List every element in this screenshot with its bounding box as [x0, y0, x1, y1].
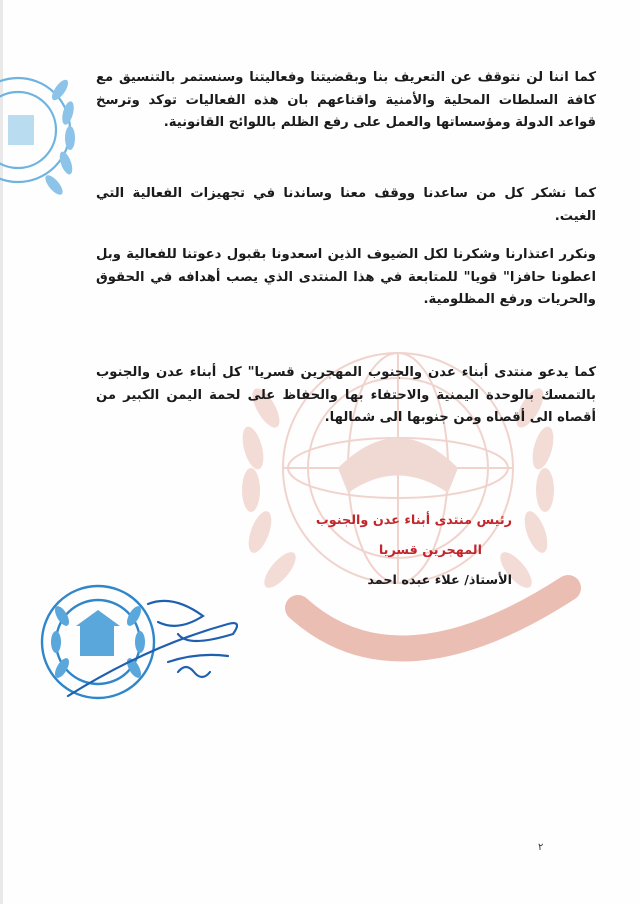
signatory-name: الأستاذ/ علاء عبده احمد — [367, 573, 512, 588]
organization-stamp-icon — [28, 576, 258, 710]
signature-subtitle: المهجرين قسريا — [378, 543, 482, 558]
signature-title: رئيس منتدى أبناء عدن والجنوب — [315, 513, 512, 528]
paragraph-3: ونكرر اعتذارنا وشكرنا لكل الضيوف الذين اسعدونا بقبول دعوتنا للفعالية وبل اعطونا حافزا" قويا" للمتابعة في هذا المنتدى الذي يصب أهدافه في الحقوق والحريات ورفع المظلومية. — [96, 247, 596, 307]
paragraph-2: كما نشكر كل من ساعدنا ووقف معنا وساندنا في تجهيزات الفعالية التي الغيت. — [96, 186, 596, 224]
paragraph-4: كما يدعو منتدى أبناء عدن والجنوب المهجرين قسريا" كل أبناء عدن والجنوب بالتمسك بالوحدة اليمنية والاحتفاء بها والحفاظ على لحمة اليمن الكبير من أقصاه الى أقصاه ومن جنوبها الى شمالها. — [96, 365, 596, 425]
organization-logo-icon — [0, 45, 76, 215]
paragraph-1: كما اننا لن نتوقف عن التعريف بنا وبقضيتنا وفعاليتنا وسنستمر بالتنسيق مع كافة السلطات المحلية والأمنية واقناعهم بان هذه الفعاليات توكد وترسخ قواعد الدولة ومؤسساتها والعمل على رفع الظلم باللوائح القانونية. — [96, 70, 596, 130]
page-number: ٢ — [538, 842, 544, 853]
